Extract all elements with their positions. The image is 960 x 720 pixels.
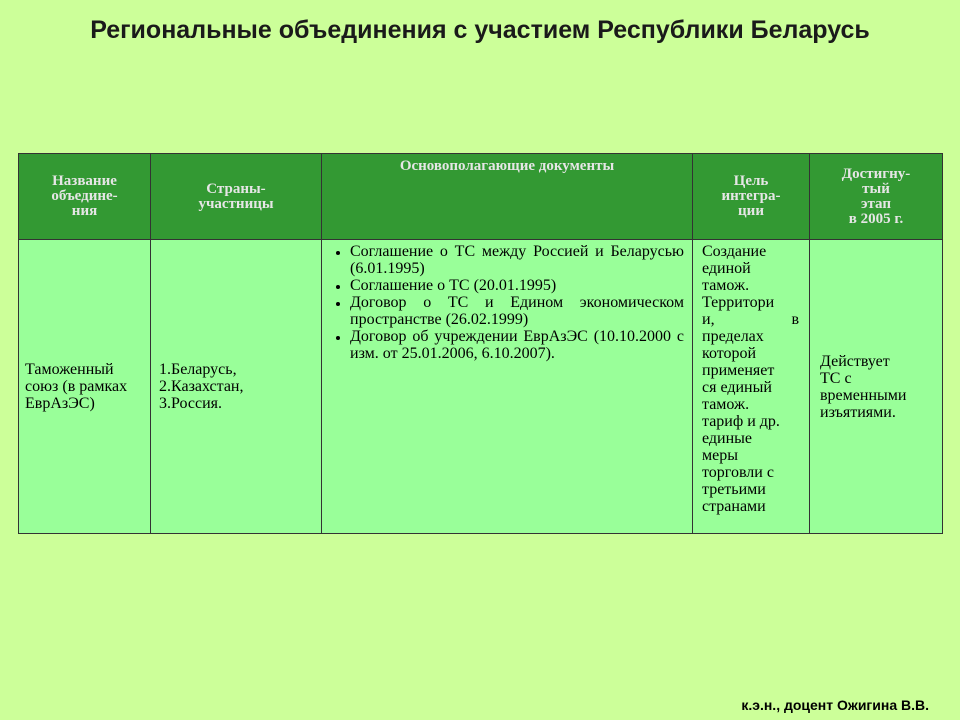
goal-line: ся единый — [702, 379, 772, 396]
stage-line: ТС с — [820, 369, 852, 387]
document-item: • Соглашение о ТС между Россией и Беларусью (6.01.1995) — [350, 243, 684, 277]
goal-line: тамож. — [702, 277, 750, 294]
goal-line: третьими — [702, 481, 766, 498]
countries-list — [159, 361, 313, 412]
header-line: Название — [52, 173, 117, 189]
header-line: участницы — [198, 195, 274, 212]
regional-unions-table — [18, 153, 943, 534]
header-goal — [693, 154, 810, 240]
header-line: в 2005 г. — [848, 210, 904, 227]
cell-goal — [693, 240, 810, 534]
header-line: интегра- — [721, 188, 781, 204]
header-line: Страны- — [206, 180, 266, 197]
goal-line: применяет — [702, 362, 775, 379]
document-item: • Договор об учреждении ЕврАзЭС (10.10.2000 с изм. от 25.01.2006, 6.10.2007). — [350, 328, 684, 362]
goal-word: и, — [702, 311, 715, 328]
header-line: Цель — [733, 173, 769, 189]
goal-line: меры — [702, 447, 738, 464]
goal-line: тамож. — [702, 396, 750, 413]
header-line: ния — [71, 203, 98, 219]
cell-documents — [322, 240, 693, 534]
header-countries — [151, 154, 322, 240]
goal-line: Территори — [702, 294, 775, 311]
goal-line: тариф и др. — [702, 413, 780, 430]
header-line: этап — [861, 195, 891, 212]
goal-line: Создание — [702, 243, 767, 260]
header-line: объедине- — [51, 188, 118, 204]
header-line: ции — [738, 203, 764, 219]
country-item: 3.Россия. — [159, 395, 223, 412]
country-item: 1.Беларусь, — [159, 361, 237, 378]
header-line: тый — [862, 180, 890, 197]
author-footer: к.э.н., доцент Ожигина В.В. — [741, 697, 929, 713]
cell-countries — [151, 240, 322, 534]
goal-line: единые — [702, 430, 753, 447]
goal-line: единой — [702, 260, 751, 277]
header-union-name — [19, 154, 151, 240]
cell-stage — [810, 240, 943, 534]
goal-line: торговли с — [702, 464, 774, 481]
table-row — [19, 240, 943, 534]
stage-line: временными — [820, 386, 907, 404]
goal-line: пределах — [702, 328, 764, 345]
header-documents: Основополагающие документы — [322, 154, 693, 240]
cell-union-name: Таможенный союз (в рамках ЕврАзЭС) — [19, 240, 151, 534]
header-line: Достигну- — [841, 165, 911, 182]
document-item: • Соглашение о ТС (20.01.1995) — [350, 277, 684, 294]
table-header-row — [19, 154, 943, 240]
goal-word: в — [791, 311, 799, 328]
goal-line — [702, 311, 803, 328]
country-item: 2.Казахстан, — [159, 378, 244, 395]
documents-list — [330, 243, 684, 362]
goal-line: которой — [702, 345, 757, 362]
header-stage — [810, 154, 943, 240]
stage-line: изъятиями. — [820, 403, 896, 421]
page-title: Региональные объединения с участием Республики Беларусь — [90, 16, 870, 44]
document-item: • Договор о ТС и Едином экономическом пространстве (26.02.1999) — [350, 294, 684, 328]
stage-line: Действует — [820, 352, 890, 370]
goal-line: странами — [702, 498, 766, 515]
